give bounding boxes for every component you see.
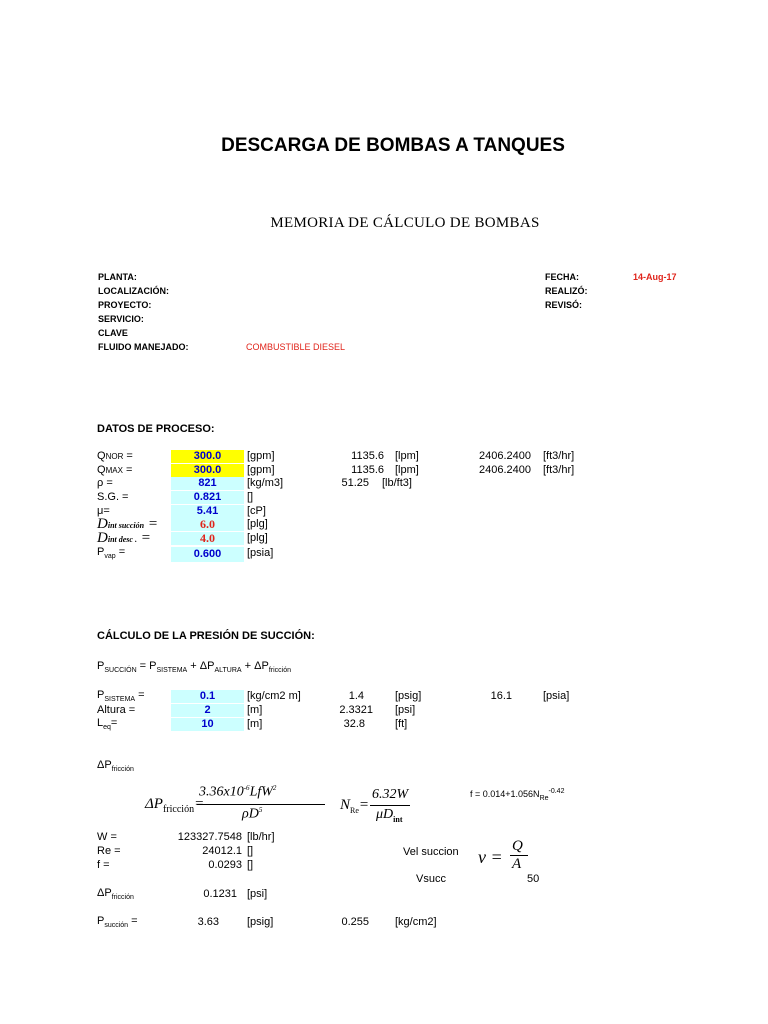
leq-unit: [m] — [247, 718, 263, 730]
rho-label: ρ = — [97, 477, 113, 489]
leq-ft-unit: [ft] — [395, 718, 408, 730]
ddesc-label: Dint desc . = — [97, 530, 151, 546]
w-value: 123327.7548 — [177, 831, 242, 843]
psistema-psig: 1.4 — [348, 690, 364, 702]
psistema-label: $P_{SISTEMA}$ = — [97, 689, 145, 704]
sg-value[interactable]: 0.821 — [171, 491, 244, 504]
fluido-value: COMBUSTIBLE DIESEL — [246, 342, 346, 352]
velocity-formula: ν = Q A — [478, 838, 538, 874]
succion-equation: $P_{SUCCIÓN} = P_{SISTEMA} + \Delta P_{ALTURA} + \Delta P_{fricción}$ — [97, 660, 291, 675]
re-value: 24012.1 — [202, 845, 242, 857]
p-succion-value: 3.63 — [197, 916, 219, 928]
rho-unit: [kg/m3] — [247, 477, 284, 489]
w-label: W = — [97, 831, 117, 843]
psistema-psig-unit: [psig] — [395, 690, 422, 702]
dp-result-unit: [psi] — [247, 888, 268, 900]
altura-psi-unit: [psi] — [395, 704, 416, 716]
fecha-label: FECHA: — [545, 272, 579, 282]
localizacion-label: LOCALIZACIÓN: — [98, 286, 169, 296]
altura-label: Altura = — [97, 704, 136, 716]
dp-friccion-label: $\Delta P_{fricción}$ — [97, 759, 134, 774]
vel-succion-label: Vel succion — [403, 846, 459, 858]
psistema-value[interactable]: 0.1 — [171, 690, 244, 703]
qmax-ft3-unit: [ft3/hr] — [543, 464, 575, 476]
planta-label: PLANTA: — [98, 272, 137, 282]
dsuccion-value[interactable]: 6.0 — [171, 518, 244, 531]
qnor-value[interactable]: 300.0 — [171, 450, 244, 463]
dp-result-label: $\Delta P_{fricción}$ — [97, 887, 134, 902]
clave-label: CLAVE — [98, 328, 128, 338]
fecha-value: 14-Aug-17 — [633, 272, 677, 282]
realizo-label: REALIZÓ: — [545, 286, 588, 296]
f-unit: [] — [247, 859, 254, 871]
qnor-lpm: 1135.6 — [351, 450, 384, 462]
rho-value[interactable]: 821 — [171, 477, 244, 490]
reynolds-formula: $N_{Re}=$ 6.32W $\mu D_{int}$ — [340, 787, 409, 824]
p-succion-kgcm2: 0.255 — [341, 916, 369, 928]
f-label: f = — [97, 859, 110, 871]
friction-formula: $\Delta P_{fricción}=$ $3.36x10^{-6}LfW^2$ $\rho D^5$ — [145, 784, 290, 824]
qmax-value[interactable]: 300.0 — [171, 464, 244, 477]
altura-unit: [m] — [247, 704, 263, 716]
succion-heading: CÁLCULO DE LA PRESIÓN DE SUCCIÓN: — [97, 630, 315, 642]
mu-value[interactable]: 5.41 — [171, 505, 244, 518]
dp-result-value: 0.1231 — [203, 888, 237, 900]
dsuccion-unit: [plg] — [247, 518, 268, 530]
ddesc-unit: [plg] — [247, 532, 268, 544]
vsucc-value: 50 — [527, 873, 540, 885]
altura-psi: 2.3321 — [339, 704, 373, 716]
ddesc-value[interactable]: 4.0 — [171, 532, 244, 545]
leq-value[interactable]: 10 — [171, 718, 244, 731]
qnor-label: QNOR = — [97, 450, 133, 462]
psistema-unit: [kg/cm2 m] — [247, 690, 301, 702]
w-unit: [lb/hr] — [247, 831, 275, 843]
mu-unit: [cP] — [247, 505, 266, 517]
re-label: Re = — [97, 845, 121, 857]
sg-label: S.G. = — [97, 491, 129, 503]
mu-label: μ= — [97, 505, 110, 517]
altura-value[interactable]: 2 — [171, 704, 244, 717]
psistema-psia-unit: [psia] — [543, 690, 570, 702]
vsucc-label: Vsucc — [416, 873, 446, 885]
qnor-lpm-unit: [lpm] — [395, 450, 419, 462]
proyecto-label: PROYECTO: — [98, 300, 152, 310]
page-title: DESCARGA DE BOMBAS A TANQUES — [221, 135, 565, 156]
servicio-label: SERVICIO: — [98, 314, 144, 324]
qnor-ft3: 2406.2400 — [479, 450, 531, 462]
reviso-label: REVISÓ: — [545, 300, 583, 310]
qmax-unit: [gpm] — [247, 464, 275, 476]
leq-ft: 32.8 — [343, 718, 365, 730]
rho-lbft3: 51.25 — [341, 477, 369, 489]
qmax-lpm: 1135.6 — [351, 464, 384, 476]
leq-label: $L_{eq}=$ — [97, 717, 118, 732]
sg-unit: [] — [247, 491, 254, 503]
pvap-value[interactable]: 0.600 — [171, 547, 244, 562]
qmax-ft3: 2406.2400 — [479, 464, 531, 476]
p-succion-label: $P_{succión}$ = — [97, 915, 138, 930]
proceso-heading: DATOS DE PROCESO: — [97, 423, 215, 435]
re-unit: [] — [247, 845, 254, 857]
fluido-label: FLUIDO MANEJADO: — [98, 342, 189, 352]
qmax-lpm-unit: [lpm] — [395, 464, 419, 476]
rho-lbft3-unit: [lb/ft3] — [382, 477, 412, 489]
f-value: 0.0293 — [208, 859, 242, 871]
p-succion-unit: [psig] — [247, 916, 274, 928]
p-succion-kgcm2-unit: [kg/cm2] — [395, 916, 437, 928]
friction-factor-formula: $f = 0.014+1.056N_{Re}^{-0.42}$ — [470, 788, 565, 802]
page-subtitle: MEMORIA DE CÁLCULO DE BOMBAS — [270, 215, 540, 231]
qnor-ft3-unit: [ft3/hr] — [543, 450, 575, 462]
psistema-psia: 16.1 — [490, 690, 512, 702]
pvap-unit: [psia] — [247, 547, 274, 559]
qmax-label: QMAX = — [97, 464, 133, 476]
dsuccion-label: Dint succión = — [97, 516, 158, 532]
pvap-label: $P_{vap}$ = — [97, 546, 126, 561]
qnor-unit: [gpm] — [247, 450, 275, 462]
